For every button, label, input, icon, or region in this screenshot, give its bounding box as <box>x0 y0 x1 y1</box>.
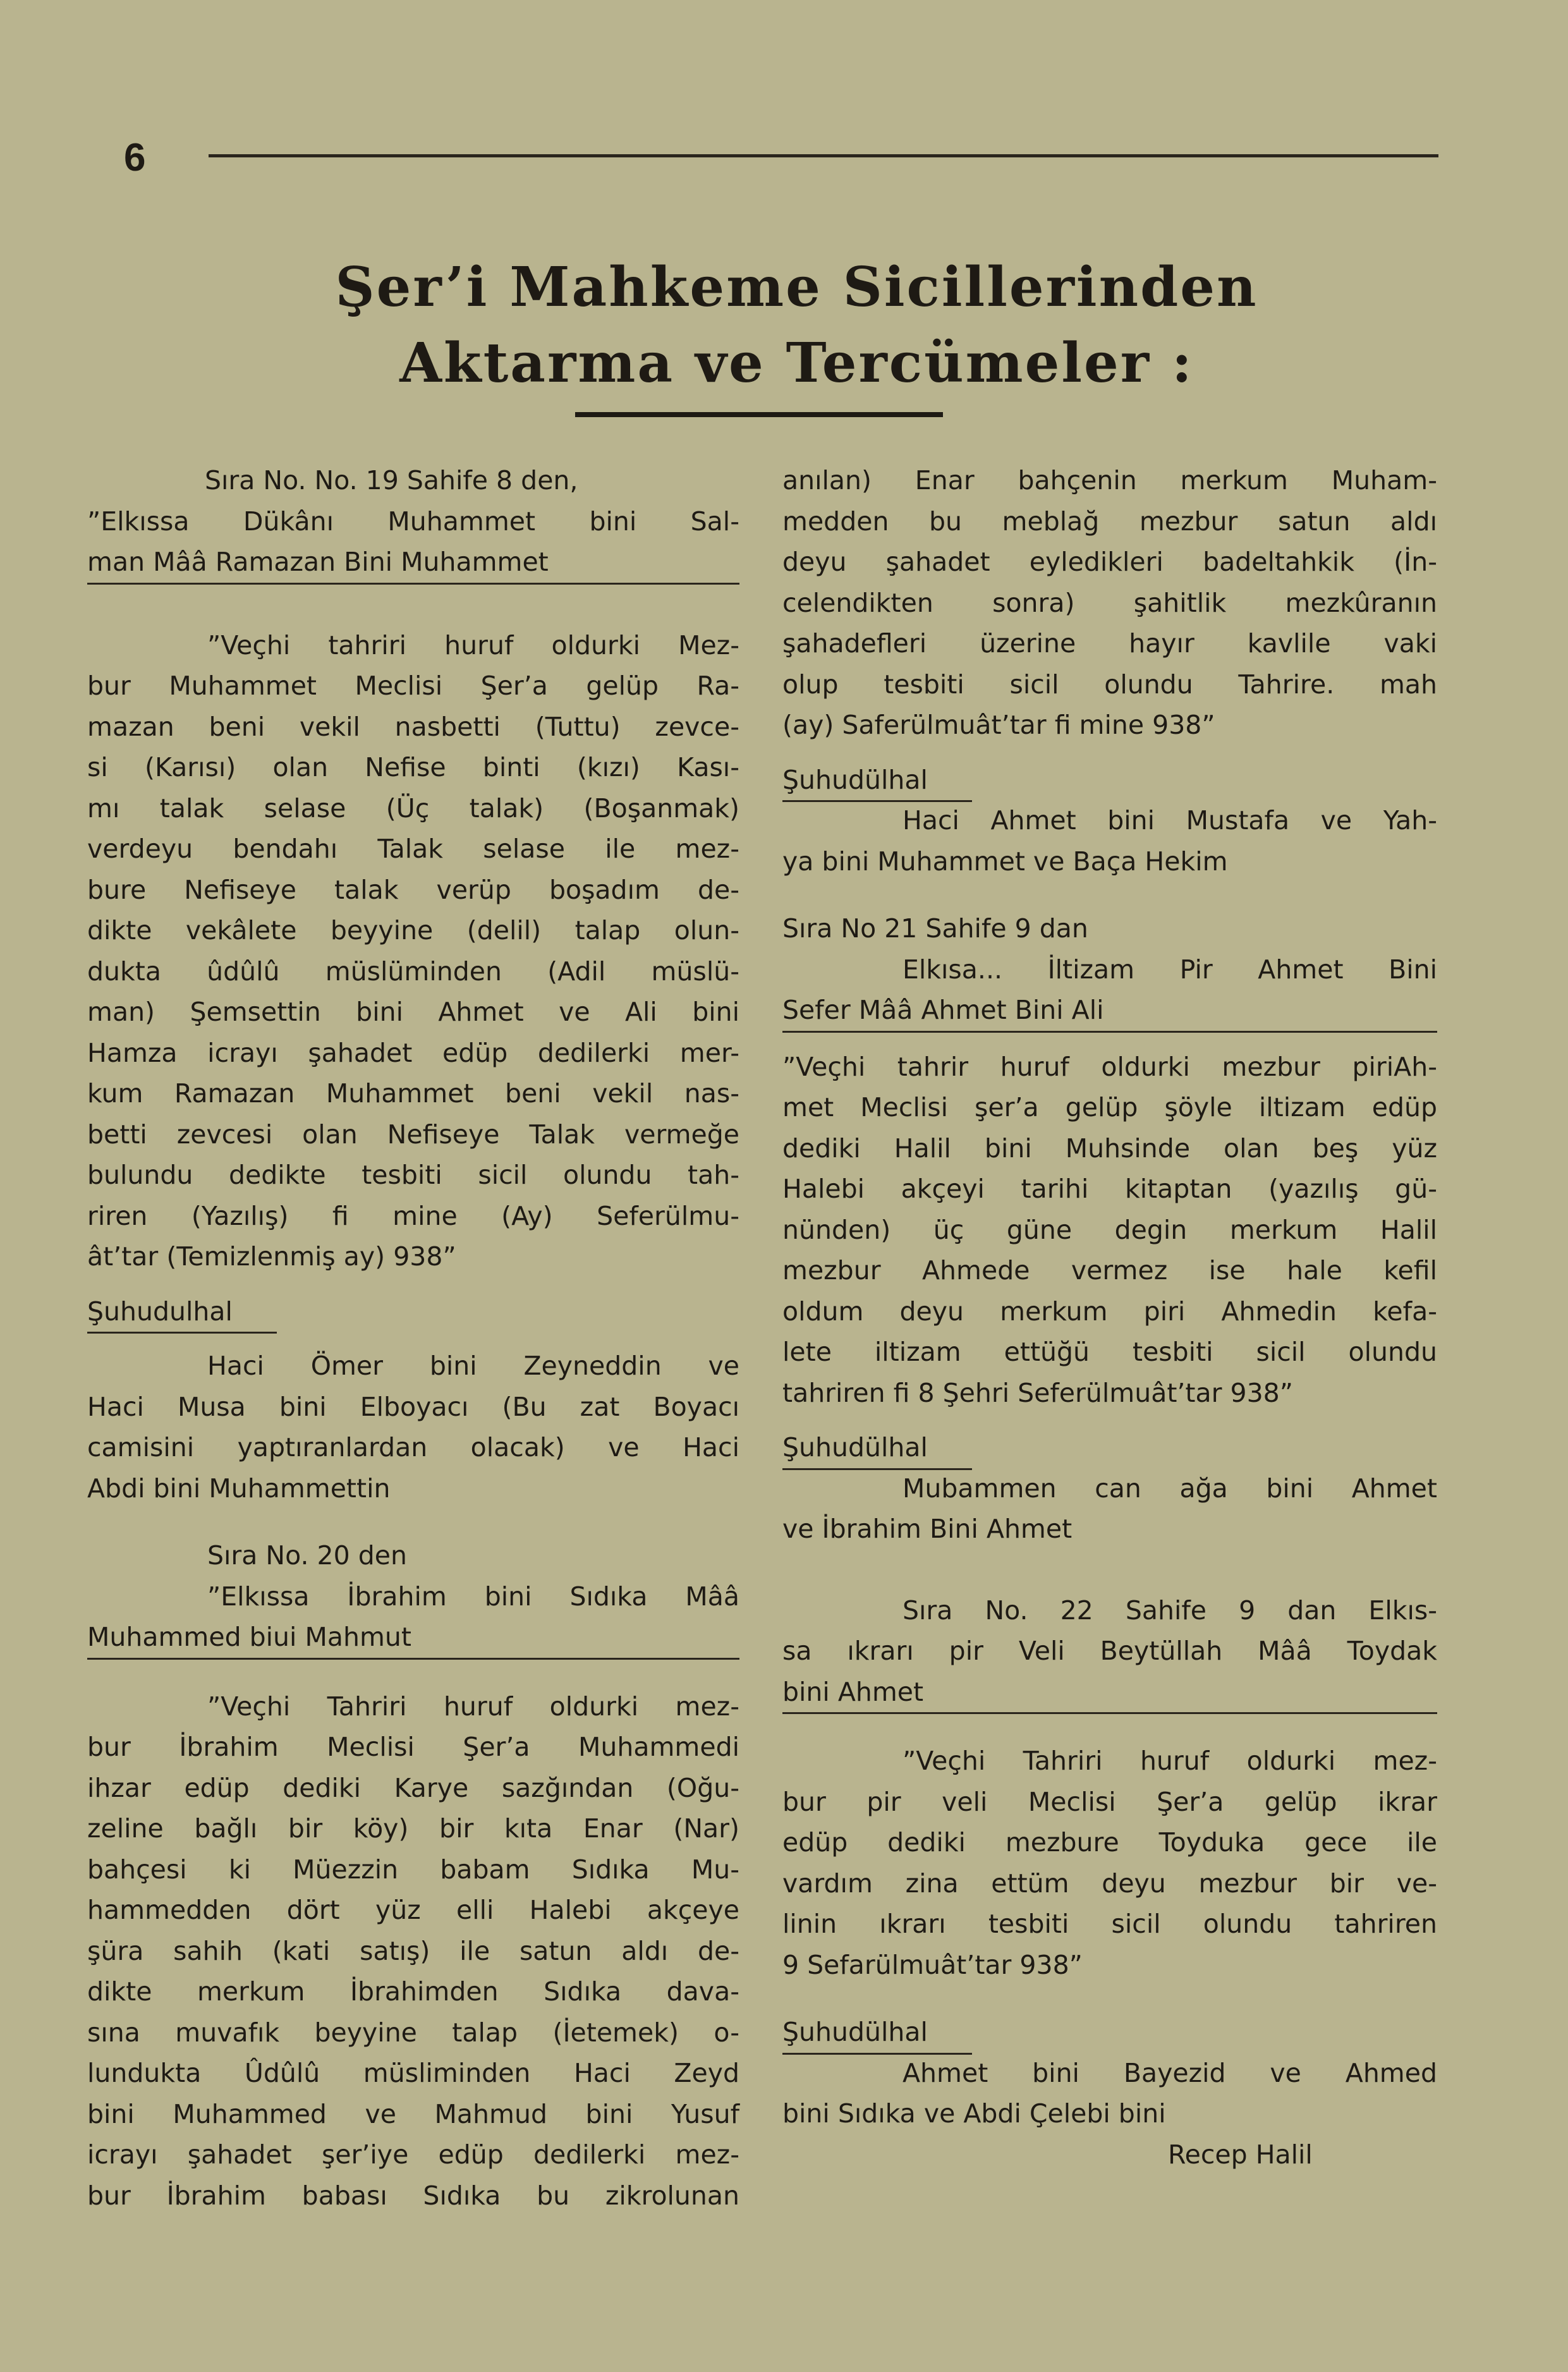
text-line: man) Şemsettin bini Ahmet ve Ali bini <box>87 997 739 1027</box>
entry-20-title: Muhammed biui Mahmut <box>87 1617 739 1660</box>
entry-19-title: ”Elkıssa Dükânı Muhammet bini Sal- <box>87 506 739 537</box>
text-line: nünden) üç güne degin merkum Halil <box>782 1214 1437 1245</box>
text-line: mazan beni vekil nasbetti (Tuttu) zevce- <box>87 711 739 742</box>
witness-line: Haci Ahmet bini Mustafa ve Yah- <box>903 805 1437 836</box>
text-line: dikte merkum İbrahimden Sıdıka dava- <box>87 1976 739 2007</box>
text-line: edüp dediki mezbure Toyduka gece ile <box>782 1827 1437 1858</box>
text-line: bahçesi ki Müezzin babam Sıdıka Mu- <box>87 1854 739 1885</box>
title-line-1: Şer’i Mahkeme Sicillerinden <box>335 255 1258 319</box>
entry-21-title: Sefer Mââ Ahmet Bini Ali <box>782 990 1437 1033</box>
text-line: dediki Halil bini Muhsinde olan beş yüz <box>782 1133 1437 1164</box>
entry-19-title: man Mââ Ramazan Bini Muhammet <box>87 542 739 585</box>
text-line: sına muvafık beyyine talap (İetemek) o- <box>87 2017 739 2048</box>
witness-line: Ahmet bini Bayezid ve Ahmed <box>903 2057 1437 2088</box>
left-column <box>87 460 739 2216</box>
text-line: anılan) Enar bahçenin merkum Muham- <box>782 465 1437 496</box>
entry-22-title: bini Ahmet <box>782 1672 1437 1715</box>
text-line: ”Veçhi Tahriri huruf oldurki mez- <box>903 1746 1437 1776</box>
witnesses-heading: Şuhudülhal <box>782 1427 972 1470</box>
entry-20-heading: Sıra No. 20 den <box>207 1540 407 1571</box>
text-line: (ay) Saferülmuât’tar fi mine 938” <box>782 710 1215 740</box>
text-line: Halebi akçeyi tarihi kitaptan (yazılış gü- <box>782 1174 1437 1204</box>
text-line: betti zevcesi olan Nefiseye Talak vermeğe <box>87 1119 739 1150</box>
text-line: şahadefleri üzerine hayır kavlile vaki <box>782 628 1437 659</box>
witness-line: ya bini Muhammet ve Baça Hekim <box>782 846 1228 877</box>
witness-line: Mubammen can ağa bini Ahmet <box>903 1473 1437 1504</box>
text-line: ât’tar (Temizlenmiş ay) 938” <box>87 1241 456 1272</box>
text-line: bure Nefiseye talak verüp boşadım de- <box>87 874 739 905</box>
text-line: verdeyu bendahı Talak selase ile mez- <box>87 834 739 864</box>
text-line: bur Muhammet Meclisi Şer’a gelüp Ra- <box>87 671 739 701</box>
text-line: medden bu meblağ mezbur satun aldı <box>782 506 1437 537</box>
text-line: bulundu dedikte tesbiti sicil olundu tah- <box>87 1160 739 1190</box>
witness-line: Haci Musa bini Elboyacı (Bu zat Boyacı <box>87 1391 739 1422</box>
entry-21-heading: Sıra No 21 Sahife 9 dan <box>782 913 1088 944</box>
text-line: ”Veçhi Tahriri huruf oldurki mez- <box>207 1691 739 1722</box>
text-line: şüra sahih (kati satış) ile satun aldı de- <box>87 1935 739 1966</box>
text-line: 9 Sefarülmuât’tar 938” <box>782 1949 1083 1980</box>
text-line: dukta ûdûlû müslüminden (Adil müslü- <box>87 956 739 987</box>
text-line: met Meclisi şer’a gelüp şöyle iltizam edüp <box>782 1092 1437 1122</box>
text-line: ”Veçhi tahrir huruf oldurki mezbur piriAh- <box>782 1051 1437 1082</box>
text-line: icrayı şahadet şer’iye edüp dedilerki mez- <box>87 2139 739 2170</box>
entry-19-heading: Sıra No. No. 19 Sahife 8 den, <box>205 465 578 496</box>
text-line: dikte vekâlete beyyine (delil) talap olun- <box>87 915 739 946</box>
text-line: bur pir veli Meclisi Şer’a gelüp ikrar <box>782 1786 1437 1817</box>
text-line: celendikten sonra) şahitlik mezkûranın <box>782 587 1437 618</box>
text-line: si (Karısı) olan Nefise binti (kızı) Kası- <box>87 752 739 782</box>
text-line: oldum deyu merkum piri Ahmedin kefa- <box>782 1296 1437 1327</box>
witnesses-heading: Şuhudülhal <box>782 2012 972 2055</box>
text-line: lete iltizam ettüğü tesbiti sicil olundu <box>782 1337 1437 1367</box>
text-line: bur İbrahim babası Sıdıka bu zikrolunan <box>87 2180 739 2211</box>
entry-21-title: Elkısa... İltizam Pir Ahmet Bini <box>903 954 1437 985</box>
text-line: lundukta Ûdûlû müsliminden Haci Zeyd <box>87 2058 739 2088</box>
entry-22-heading: Sıra No. 22 Sahife 9 dan Elkıs- <box>903 1595 1437 1626</box>
text-line: hammedden dört yüz elli Halebi akçeye <box>87 1895 739 1925</box>
entry-20-title: ”Elkıssa İbrahim bini Sıdıka Mââ <box>207 1581 739 1612</box>
text-line: ”Veçhi tahriri huruf oldurki Mez- <box>207 629 739 660</box>
text-line: bini Muhammed ve Mahmud bini Yusuf <box>87 2098 739 2129</box>
title-line-2: Aktarma ve Tercümeler : <box>399 331 1194 395</box>
text-line: linin ıkrarı tesbiti sicil olundu tahriren <box>782 1909 1437 1939</box>
text-line: zeline bağlı bir köy) bir kıta Enar (Nar) <box>87 1813 739 1844</box>
text-line: bur İbrahim Meclisi Şer’a Muhammedi <box>87 1732 739 1762</box>
witnesses-heading: Şuhudülhal <box>782 760 972 803</box>
text-line: kum Ramazan Muhammet beni vekil nas- <box>87 1078 739 1109</box>
witnesses-heading: Şuhudulhal <box>87 1291 277 1334</box>
text-line: Hamza icrayı şahadet edüp dedilerki mer- <box>87 1037 739 1068</box>
text-line: mezbur Ahmede vermez ise hale kefil <box>782 1255 1437 1286</box>
page-number: 6 <box>124 136 146 179</box>
header-rule <box>209 154 1438 157</box>
text-line: ihzar edüp dediki Karye sazğından (Oğu- <box>87 1772 739 1803</box>
witness-line: camisini yaptıranlardan olacak) ve Haci <box>87 1432 739 1463</box>
witness-line: Abdi bini Muhammettin <box>87 1473 391 1504</box>
right-column <box>782 460 1437 2175</box>
witness-line: Haci Ömer bini Zeyneddin ve <box>207 1351 739 1381</box>
text-line: olup tesbiti sicil olundu Tahrire. mah <box>782 669 1437 700</box>
witness-line: ve İbrahim Bini Ahmet <box>782 1514 1073 1544</box>
text-line: deyu şahadet eyledikleri badeltahkik (İn- <box>782 547 1437 577</box>
text-line: riren (Yazılış) fi mine (Ay) Seferülmu- <box>87 1200 739 1231</box>
text-line: mı talak selase (Üç talak) (Boşanmak) <box>87 793 739 824</box>
text-line: tahriren fi 8 Şehri Seferülmuât’tar 938” <box>782 1377 1294 1408</box>
witness-line: Recep Halil <box>1168 2139 1313 2170</box>
entry-22-title: sa ıkrarı pir Veli Beytüllah Mââ Toydak <box>782 1636 1437 1666</box>
witness-line: bini Sıdıka ve Abdi Çelebi bini <box>782 2098 1166 2129</box>
title-underline <box>575 412 943 417</box>
text-line: vardım zina ettüm deyu mezbur bir ve- <box>782 1868 1437 1899</box>
